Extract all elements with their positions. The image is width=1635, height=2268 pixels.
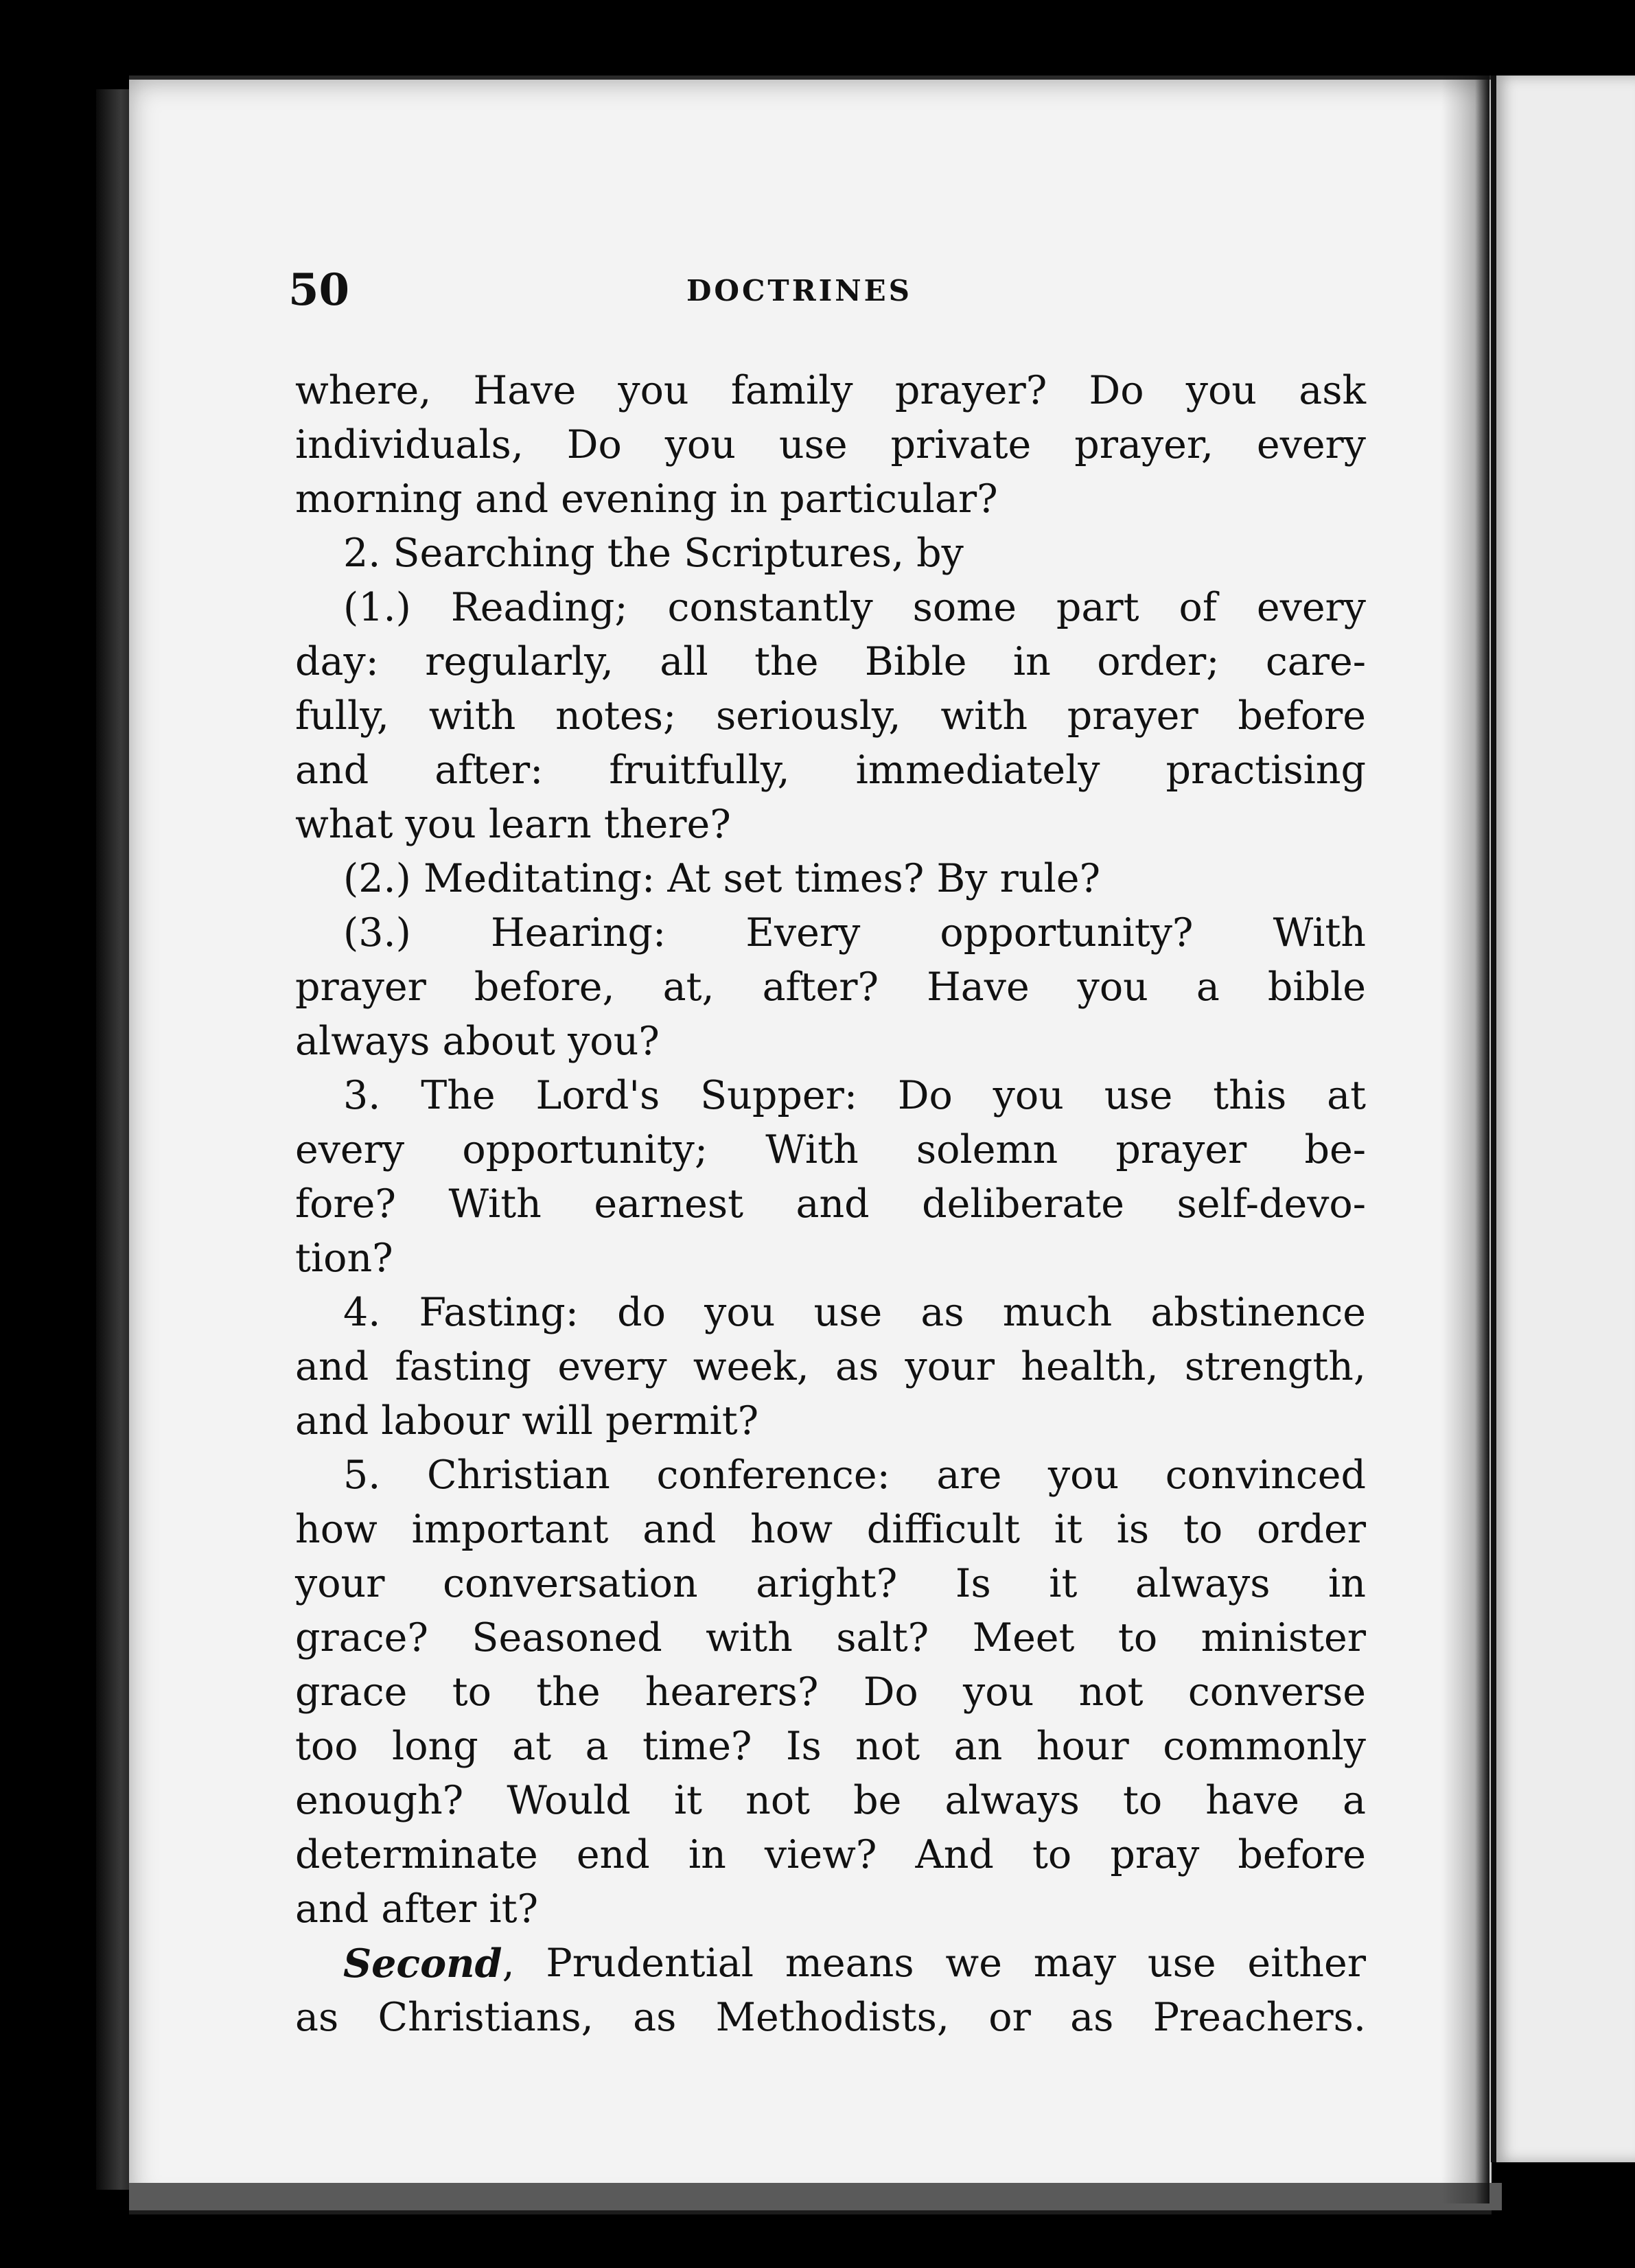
text-line: (2.) Meditating: At set times? By rule? [343, 856, 1101, 901]
text-line-remainder: , Prudential means we may use either [502, 1941, 1366, 1986]
text-line: always about you? [295, 1019, 660, 1064]
text-line: and fasting every week, as your health, strength, [295, 1344, 1366, 1389]
text-line: 5. Christian conference: are you convinced [343, 1453, 1366, 1498]
emphasis-second: Second [343, 1941, 502, 1987]
text-line: day: regularly, all the Bible in order; care- [295, 639, 1366, 684]
page-gutter [1441, 76, 1489, 2203]
text-line: too long at a time? Is not an hour commonly [295, 1724, 1366, 1769]
running-head: DOCTRINES [686, 274, 912, 308]
text-line: determinate end in view? And to pray before [295, 1832, 1366, 1877]
text-line: grace to the hearers? Do you not converse [295, 1669, 1366, 1715]
text-line: individuals, Do you use private prayer, every [295, 422, 1366, 467]
page-bottom-edge [129, 2183, 1502, 2210]
text-line: where, Have you family prayer? Do you ask [295, 368, 1366, 413]
text-line: 2. Searching the Scriptures, by [343, 531, 964, 576]
text-line: 3. The Lord's Supper: Do you use this at [343, 1073, 1366, 1118]
text-line: fully, with notes; seriously, with prayer before [295, 693, 1366, 739]
text-line: enough? Would it not be always to have a [295, 1778, 1366, 1823]
body-text [295, 364, 1366, 2045]
text-line: morning and evening in particular? [295, 476, 998, 522]
text-line-second [295, 1936, 1366, 1991]
text-line: as Christians, as Methodists, or as Preachers. [295, 1995, 1366, 2040]
text-line: how important and how difficult it is to order [295, 1507, 1366, 1552]
text-line: and after it? [295, 1886, 539, 1932]
text-line: 4. Fasting: do you use as much abstinence [343, 1290, 1366, 1335]
facing-page-edge [1491, 76, 1635, 2162]
text-line: fore? With earnest and deliberate self-devo- [295, 1181, 1366, 1227]
text-line: what you learn there? [295, 802, 731, 847]
text-line: prayer before, at, after? Have you a bible [295, 964, 1366, 1010]
text-line: every opportunity; With solemn prayer be- [295, 1127, 1366, 1172]
text-line: grace? Seasoned with salt? Meet to minister [295, 1615, 1366, 1660]
text-line: your conversation aright? Is it always in [295, 1561, 1366, 1606]
page-header [288, 264, 1359, 319]
page-number: 50 [288, 264, 350, 316]
text-line: tion? [295, 1236, 393, 1281]
text-line: (1.) Reading; constantly some part of every [343, 585, 1366, 630]
text-line: and labour will permit? [295, 1398, 759, 1444]
text-line: and after: fruitfully, immediately practising [295, 748, 1366, 793]
text-line: (3.) Hearing: Every opportunity? With [343, 910, 1366, 956]
